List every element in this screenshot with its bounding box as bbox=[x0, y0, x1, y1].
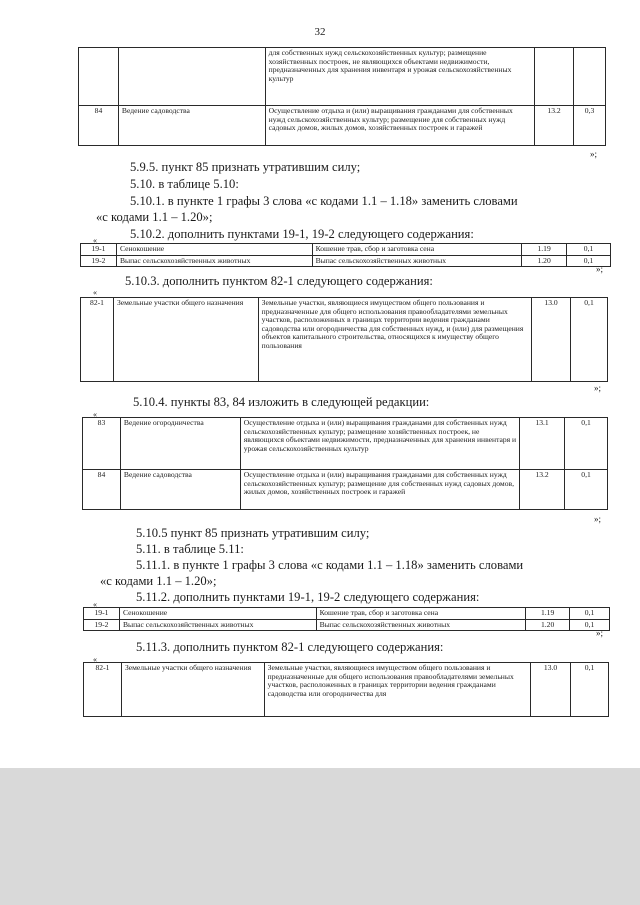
cell-number: 84 bbox=[83, 470, 121, 510]
cell-name: Земельные участки общего назначения bbox=[121, 663, 264, 717]
cell-code: 13.2 bbox=[520, 470, 565, 510]
opening-quote: « bbox=[93, 288, 97, 297]
table-common-land-510 bbox=[80, 297, 608, 382]
cell-code: 13.1 bbox=[520, 418, 565, 470]
opening-quote: « bbox=[93, 410, 97, 419]
paragraph: 5.11.2. дополнить пунктами 19-1, 19-2 следующего содержания: bbox=[136, 590, 480, 604]
table-row bbox=[84, 663, 609, 717]
cell-number: 19-2 bbox=[84, 619, 120, 631]
cell-code: 13.2 bbox=[535, 106, 574, 146]
page-number: 32 bbox=[314, 26, 326, 38]
cell-number: 19-2 bbox=[81, 255, 117, 267]
table-row bbox=[84, 608, 610, 620]
cell-coefficient: 0,1 bbox=[571, 298, 608, 382]
table-row bbox=[81, 298, 608, 382]
cell-coefficient: 0,1 bbox=[565, 470, 608, 510]
cell-name: Выпас сельскохозяйственных животных bbox=[119, 619, 316, 631]
cell-coefficient: 0,1 bbox=[565, 418, 608, 470]
paragraph: 5.10.4. пункты 83, 84 изложить в следующей редакции: bbox=[133, 395, 430, 409]
paragraph: «с кодами 1.1 – 1.20»; bbox=[100, 574, 217, 588]
cell-coefficient: 0,1 bbox=[570, 619, 610, 631]
cell-code: 13.0 bbox=[531, 663, 571, 717]
cell-number: 82-1 bbox=[81, 298, 114, 382]
table-gardening bbox=[82, 417, 608, 510]
cell-code: 1.20 bbox=[526, 619, 570, 631]
cell-number: 19-1 bbox=[84, 608, 120, 620]
table-row bbox=[81, 244, 611, 256]
closing-quote: »; bbox=[594, 383, 602, 393]
table-row bbox=[79, 106, 606, 146]
cell-name: Ведение садоводства bbox=[120, 470, 240, 510]
cell-name: Земельные участки общего назначения bbox=[113, 298, 258, 382]
cell-description: Земельные участки, являющиеся имуществом общего пользования и предназначенные для общего использования правообладателями земельных участков, расположенных в границах территории ведения гражданами садоводства или огородничества для bbox=[264, 663, 530, 717]
cell-description: Земельные участки, являющиеся имуществом общего пользования и предназначенные для общего использования правообладателями земельных участков, расположенных в границах территории ведения гражданами садоводства или огородничества для собственных нужд, и (или) для размещения объектов капитального строительства, относящихся к имуществу общего пользования bbox=[258, 298, 531, 382]
cell-description: Выпас сельскохозяйственных животных bbox=[312, 255, 522, 267]
cell-description: Осуществление отдыха и (или) выращивания гражданами для собственных нужд сельскохозяйственных культур; размещение для собственных нужд садовых домов, жилых домов, хозяйственных построек и гаражей bbox=[240, 470, 519, 510]
table-haymaking-511 bbox=[83, 607, 610, 631]
table-row bbox=[83, 470, 608, 510]
opening-quote: « bbox=[93, 655, 97, 664]
cell-description: Выпас сельскохозяйственных животных bbox=[316, 619, 526, 631]
cell-name: Сенокошение bbox=[119, 608, 316, 620]
table-row bbox=[84, 619, 610, 631]
paragraph: 5.9.5. пункт 85 признать утратившим силу; bbox=[130, 160, 361, 174]
cell-coefficient: 0,1 bbox=[570, 608, 610, 620]
cell-description: Кошение трав, сбор и заготовка сена bbox=[316, 608, 526, 620]
cell-description: Осуществление отдыха и (или) выращивания гражданами для собственных нужд сельскохозяйственных культур; размещение хозяйственных построек, не являющихся объектами недвижимости, предназначенных для хранения инвентаря и урожая сельскохозяйственных культур bbox=[240, 418, 519, 470]
cell-number: 84 bbox=[79, 106, 119, 146]
cell-code: 1.20 bbox=[522, 255, 567, 267]
cell-coefficient: 0,3 bbox=[574, 106, 606, 146]
paragraph: 5.11. в таблице 5.11: bbox=[136, 542, 244, 556]
cell-coefficient: 0,1 bbox=[571, 663, 609, 717]
paragraph: 5.10.2. дополнить пунктами 19-1, 19-2 следующего содержания: bbox=[130, 227, 474, 241]
closing-quote: »; bbox=[594, 514, 602, 524]
cell-description: для собственных нужд сельскохозяйственных культур; размещение хозяйственных построек, не являющихся объектами недвижимости, предназначенных для хранения инвентаря и урожая сельскохозяйственных культур bbox=[265, 48, 534, 106]
paragraph: 5.10. в таблице 5.10: bbox=[130, 177, 239, 191]
table-row bbox=[81, 255, 611, 267]
cell-name: Ведение садоводства bbox=[118, 106, 265, 146]
cell-number: 19-1 bbox=[81, 244, 117, 256]
opening-quote: « bbox=[93, 236, 97, 245]
table-row bbox=[79, 48, 606, 106]
paragraph: 5.10.1. в пункте 1 графы 3 слова «с кодами 1.1 – 1.18» заменить словами bbox=[130, 194, 518, 208]
table-common-land-511 bbox=[83, 662, 609, 717]
cell-name: Выпас сельскохозяйственных животных bbox=[116, 255, 312, 267]
cell-code: 1.19 bbox=[526, 608, 570, 620]
cell-code: 13.0 bbox=[532, 298, 571, 382]
cell-name: Ведение огородничества bbox=[120, 418, 240, 470]
closing-quote: »; bbox=[596, 264, 604, 274]
scan-background bbox=[0, 768, 640, 905]
cell-description: Кошение трав, сбор и заготовка сена bbox=[312, 244, 522, 256]
cell-description: Осуществление отдыха и (или) выращивания гражданами для собственных нужд сельскохозяйственных культур; размещение для собственных нужд садовых домов, жилых домов, хозяйственных построек и гаражей bbox=[265, 106, 534, 146]
closing-quote: »; bbox=[590, 149, 598, 159]
paragraph: 5.10.3. дополнить пунктом 82-1 следующего содержания: bbox=[125, 274, 433, 288]
cell-coefficient: 0,1 bbox=[567, 244, 611, 256]
table-continuation bbox=[78, 47, 606, 146]
table-haymaking-510 bbox=[80, 243, 611, 267]
paragraph: «с кодами 1.1 – 1.20»; bbox=[96, 210, 213, 224]
closing-quote: »; bbox=[596, 628, 604, 638]
paragraph: 5.11.1. в пункте 1 графы 3 слова «с кодами 1.1 – 1.18» заменить словами bbox=[136, 558, 524, 572]
cell-code: 1.19 bbox=[522, 244, 567, 256]
cell-coefficient: 0,1 bbox=[567, 255, 611, 267]
paragraph: 5.11.3. дополнить пунктом 82-1 следующего содержания: bbox=[136, 640, 444, 654]
cell-number: 82-1 bbox=[84, 663, 122, 717]
opening-quote: « bbox=[93, 600, 97, 609]
table-row bbox=[83, 418, 608, 470]
cell-number: 83 bbox=[83, 418, 121, 470]
cell-name: Сенокошение bbox=[116, 244, 312, 256]
paragraph: 5.10.5 пункт 85 признать утратившим силу; bbox=[136, 526, 370, 540]
